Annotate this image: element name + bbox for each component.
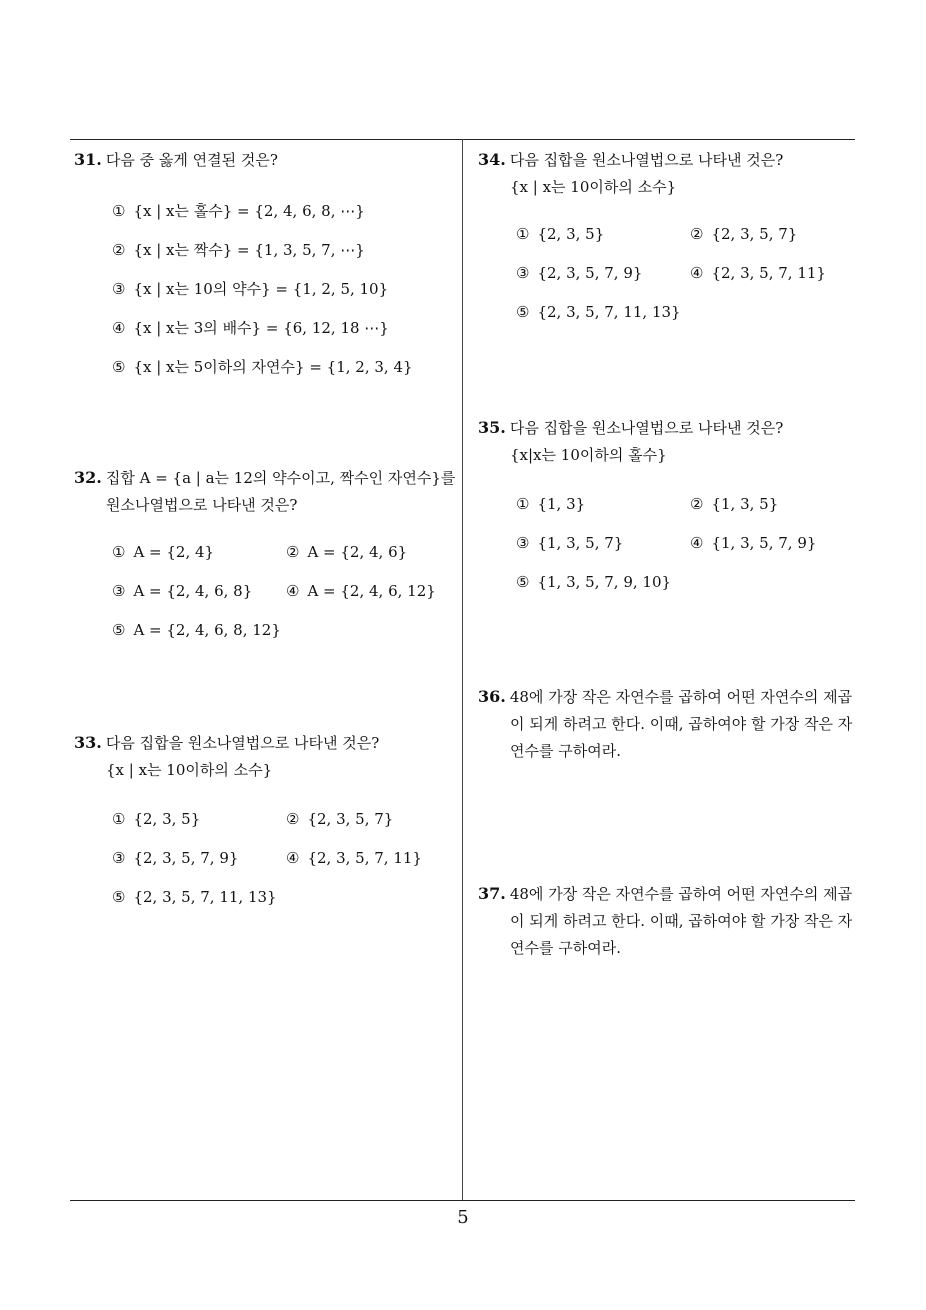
question-text: 다음 집합을 원소나열법으로 나타낸 것은? [509,151,784,169]
choice-text: {x | x는 10의 약수} = {1, 2, 5, 10} [133,280,389,298]
bottom-rule [70,1200,855,1201]
choice-mark: ③ [516,264,530,282]
question-37 [478,880,852,962]
choice-mark: ④ [286,849,300,867]
choice-1[interactable] [112,806,200,833]
choice-mark: ④ [286,582,300,600]
question-text: 집합 A = {a | a는 12의 약수이고, 짝수인 자연수}를 [105,469,456,487]
question-33 [74,729,422,906]
choice-2[interactable] [112,237,365,264]
choice-text: {x | x는 홀수} = {2, 4, 6, 8, ⋯} [133,202,365,220]
choice-1[interactable] [112,539,214,566]
choice-mark: ① [112,810,126,828]
question-text-line-3: 연수를 구하여라. [510,939,621,957]
question-set-expression: {x|x는 10이하의 홀수} [510,446,667,464]
question-text: 다음 중 옳게 연결된 것은? [105,151,278,169]
question-text-line-3: 연수를 구하여라. [510,742,621,760]
question-35 [478,414,817,591]
choice-mark: ① [112,543,126,561]
choice-text: {2, 3, 5} [537,225,605,243]
question-text: 다음 집합을 원소나열법으로 나타낸 것은? [105,734,380,752]
choice-text: {1, 3, 5, 7, 9} [711,534,817,552]
choice-4[interactable] [690,530,816,557]
choice-3[interactable] [516,530,623,557]
choice-5[interactable] [112,617,281,644]
question-36 [478,683,852,765]
choice-2[interactable] [286,539,407,566]
choice-1[interactable] [516,221,604,248]
choice-text: {2, 3, 5, 7, 11} [711,264,826,282]
question-text-line-2: 이 되게 하려고 한다. 이때, 곱하여야 할 가장 작은 자 [510,715,853,733]
choice-text: A = {2, 4, 6, 12} [307,582,436,600]
choice-mark: ④ [690,534,704,552]
choice-4[interactable] [690,260,826,287]
choice-mark: ⑤ [516,573,530,591]
choice-text: A = {2, 4, 6, 8, 12} [133,621,281,639]
question-number: 33. [74,733,102,752]
choice-1[interactable] [112,198,365,225]
choice-text: {2, 3, 5, 7, 11} [307,849,422,867]
choice-mark: ③ [112,582,126,600]
choice-mark: ① [516,495,530,513]
choice-text: {1, 3, 5, 7, 9, 10} [537,573,672,591]
question-set-expression: {x | x는 10이하의 소수} [106,761,273,779]
choice-1[interactable] [516,491,585,518]
choice-4[interactable] [112,315,389,342]
choice-2[interactable] [690,221,797,248]
question-text-line-1: 48에 가장 작은 자연수를 곱하여 어떤 자연수의 제곱 [509,885,853,903]
choice-mark: ③ [112,849,126,867]
choice-text: {x | x는 3의 배수} = {6, 12, 18 ⋯} [133,319,389,337]
question-text: 다음 집합을 원소나열법으로 나타낸 것은? [509,419,784,437]
question-number: 36. [478,687,506,706]
choice-text: A = {2, 4, 6} [307,543,408,561]
choice-mark: ① [112,202,126,220]
choice-mark: ④ [690,264,704,282]
choice-mark: ② [690,495,704,513]
choice-text: {2, 3, 5} [133,810,201,828]
choice-mark: ② [286,810,300,828]
choice-text: {x | x는 5이하의 자연수} = {1, 2, 3, 4} [133,358,413,376]
question-31 [74,146,413,376]
question-set-expression: {x | x는 10이하의 소수} [510,178,677,196]
choice-5[interactable] [516,569,671,596]
choice-text: {2, 3, 5, 7, 11, 13} [133,888,277,906]
question-number: 34. [478,150,506,169]
choice-text: A = {2, 4} [133,543,215,561]
question-32 [74,464,456,639]
choice-3[interactable] [112,845,238,872]
question-text-line-1: 48에 가장 작은 자연수를 곱하여 어떤 자연수의 제곱 [509,688,853,706]
question-number: 37. [478,884,506,903]
choice-mark: ① [516,225,530,243]
choice-text: {x | x는 짝수} = {1, 3, 5, 7, ⋯} [133,241,365,259]
choice-mark: ⑤ [112,888,126,906]
choice-5[interactable] [516,299,681,326]
choice-text: {2, 3, 5, 7, 9} [133,849,239,867]
choice-mark: ⑤ [112,358,126,376]
choice-4[interactable] [286,578,436,605]
choice-4[interactable] [286,845,422,872]
choice-mark: ④ [112,319,126,337]
choice-text: {2, 3, 5, 7, 11, 13} [537,303,681,321]
choice-mark: ② [690,225,704,243]
choice-2[interactable] [286,806,393,833]
question-number: 32. [74,468,102,487]
choice-mark: ⑤ [516,303,530,321]
choice-5[interactable] [112,354,413,381]
choice-2[interactable] [690,491,778,518]
question-text-continued: 원소나열법으로 나타낸 것은? [106,496,298,514]
question-number: 31. [74,150,102,169]
choice-mark: ② [286,543,300,561]
choice-text: A = {2, 4, 6, 8} [133,582,253,600]
choice-3[interactable] [112,578,252,605]
choice-text: {2, 3, 5, 7} [307,810,394,828]
choice-mark: ③ [516,534,530,552]
choice-5[interactable] [112,884,277,911]
choice-mark: ③ [112,280,126,298]
choice-text: {1, 3, 5} [711,495,779,513]
column-divider [462,139,463,1201]
choice-3[interactable] [112,276,388,303]
question-text-line-2: 이 되게 하려고 한다. 이때, 곱하여야 할 가장 작은 자 [510,912,853,930]
choice-3[interactable] [516,260,642,287]
choice-text: {2, 3, 5, 7, 9} [537,264,643,282]
page-number: 5 [457,1207,469,1228]
choice-mark: ② [112,241,126,259]
choice-mark: ⑤ [112,621,126,639]
choice-text: {1, 3, 5, 7} [537,534,624,552]
choice-text: {1, 3} [537,495,586,513]
choice-text: {2, 3, 5, 7} [711,225,798,243]
question-number: 35. [478,418,506,437]
question-34 [478,146,826,321]
